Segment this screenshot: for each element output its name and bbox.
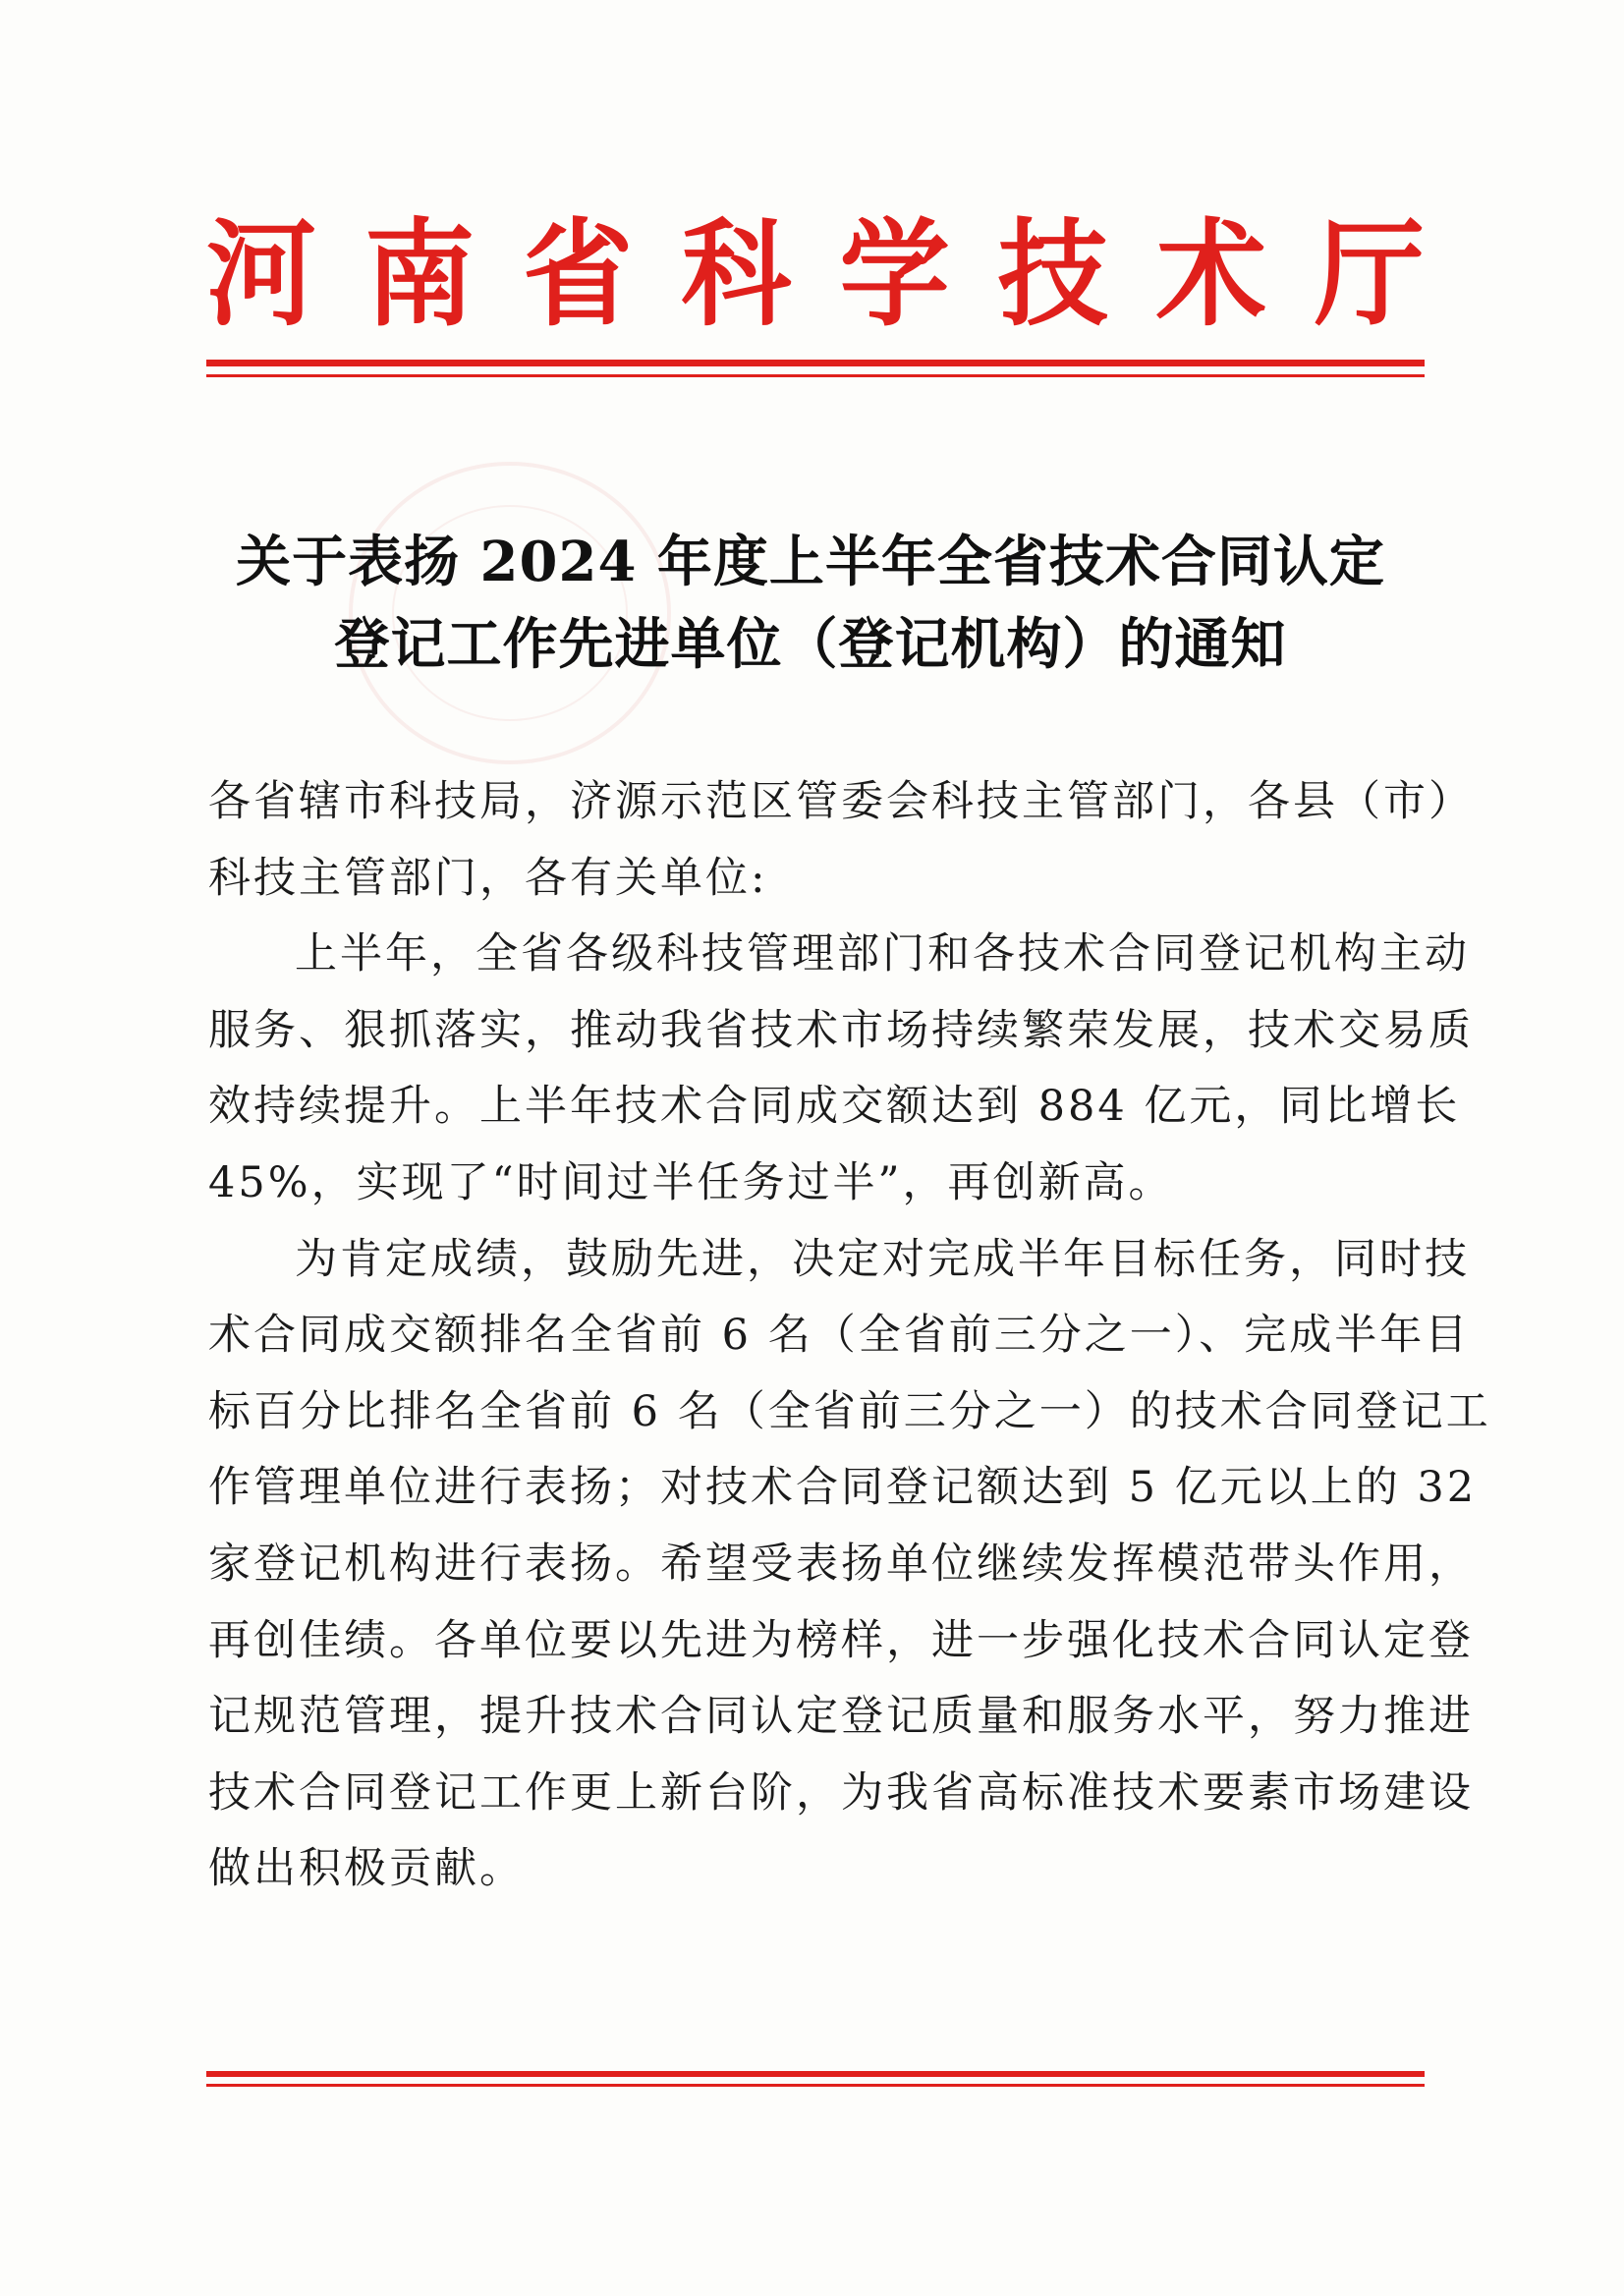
masthead-char: 科 (681, 206, 792, 343)
masthead-char: 省 (523, 206, 634, 343)
addressee-line-2: 科技主管部门，各有关单位: (208, 853, 768, 903)
masthead-char: 技 (997, 206, 1108, 343)
red-divider-bottom-thick (206, 2071, 1425, 2077)
masthead-char: 南 (364, 206, 476, 343)
title-line-1: 关于表扬 2024 年度上半年全省技术合同认定 (236, 530, 1385, 594)
paragraph-2-line: 再创佳绩。各单位要以先进为榜样，进一步强化技术合同认定登 (208, 1615, 1474, 1665)
paragraph-1-line: 上半年，全省各级科技管理部门和各技术合同登记机构主动 (295, 929, 1470, 980)
addressee (208, 764, 1474, 917)
document-title (147, 521, 1474, 686)
masthead-char: 河 (206, 206, 316, 343)
paragraph-2-line: 做出积极贡献。 (208, 1844, 525, 1894)
paragraph-1-line: 服务、狠抓落实，推动我省技术市场持续繁荣发展，技术交易质 (208, 1005, 1474, 1055)
masthead-char: 学 (839, 206, 950, 343)
masthead-char: 厅 (1314, 206, 1425, 343)
paragraph-2-line: 家登记机构进行表扬。希望受表扬单位继续发挥模范带头作用， (208, 1539, 1474, 1589)
paragraph-2 (208, 1222, 1491, 1908)
red-divider-top-thick (206, 360, 1425, 366)
masthead-agency-name (206, 206, 1425, 343)
paragraph-2-line: 标百分比排名全省前 6 名（全省前三分之一）的技术合同登记工 (208, 1386, 1491, 1436)
title-line-2: 登记工作先进单位（登记机构）的通知 (334, 612, 1287, 677)
red-divider-top-thin (206, 374, 1425, 377)
addressee-line-1: 各省辖市科技局，济源示范区管委会科技主管部门，各县（市） (208, 777, 1474, 826)
document-body (208, 764, 1491, 1908)
masthead-char: 术 (1155, 206, 1266, 343)
paragraph-1-line: 效持续提升。上半年技术合同成交额达到 884 亿元，同比增长 (208, 1082, 1461, 1132)
red-divider-bottom-thin (206, 2084, 1425, 2087)
paragraph-1 (208, 917, 1474, 1221)
paragraph-2-line: 技术合同登记工作更上新台阶，为我省高标准技术要素市场建设 (208, 1767, 1474, 1818)
paragraph-2-line: 记规范管理，提升技术合同认定登记质量和服务水平，努力推进 (208, 1692, 1474, 1742)
paragraph-1-line: 45%，实现了“时间过半任务过半”，再创新高。 (208, 1157, 1174, 1207)
paragraph-2-line: 为肯定成绩，鼓励先进，决定对完成半年目标任务，同时技 (295, 1234, 1470, 1284)
paragraph-2-line: 作管理单位进行表扬；对技术合同登记额达到 5 亿元以上的 32 (208, 1463, 1478, 1513)
paragraph-2-line: 术合同成交额排名全省前 6 名（全省前三分之一）、完成半年目 (208, 1311, 1471, 1361)
